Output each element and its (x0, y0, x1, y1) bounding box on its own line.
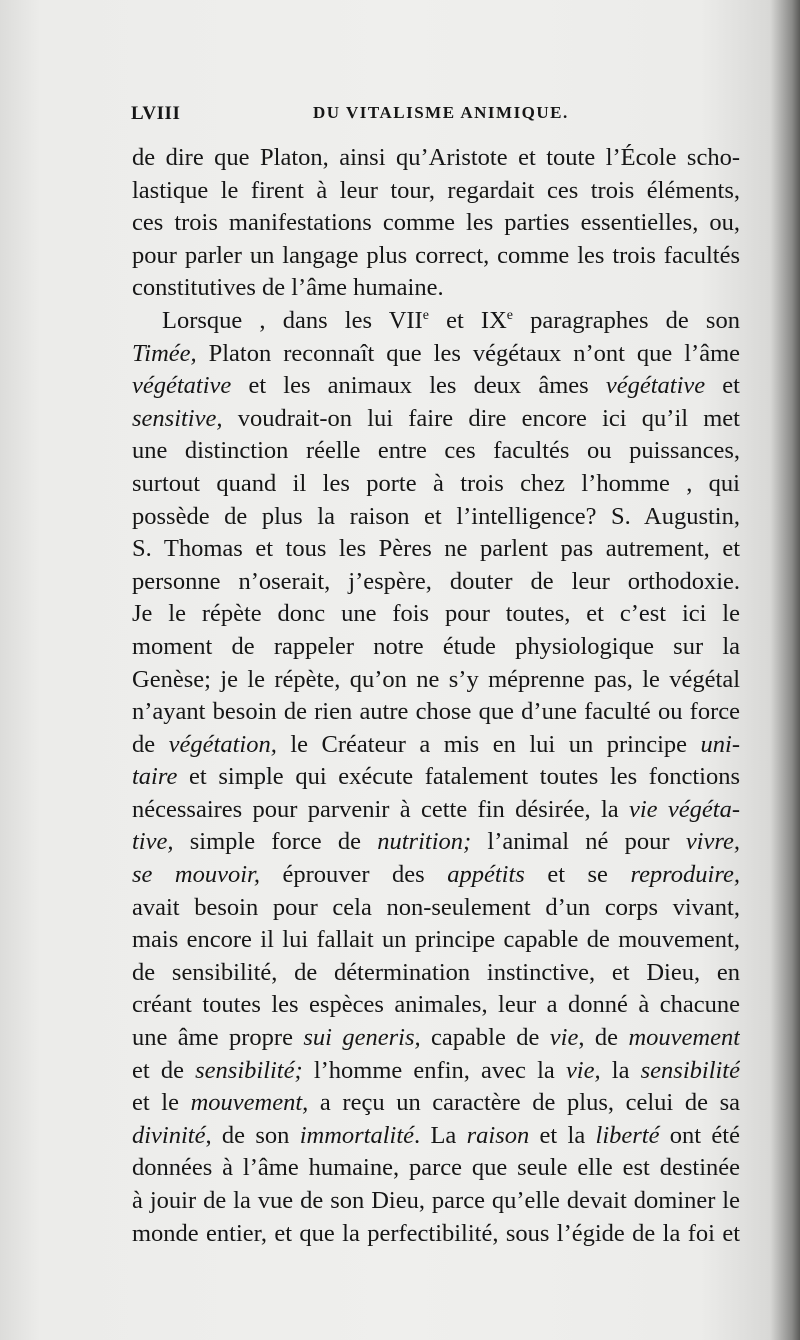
text-line (132, 957, 740, 990)
text-span: pour parler un langage plus correct, comme les trois facultés (132, 241, 740, 269)
text-span: a reçu un caractère de plus, celui de sa (308, 1089, 740, 1117)
text-line (132, 924, 740, 957)
text-line (132, 826, 740, 859)
text-line (132, 240, 740, 273)
text-span: et la (529, 1121, 596, 1149)
text-line (132, 729, 740, 762)
text-line (132, 1087, 740, 1120)
text-line (132, 533, 740, 566)
italic-text: mouvement, (190, 1089, 309, 1117)
text-span: et de (132, 1056, 196, 1084)
text-line (132, 207, 740, 240)
text-span: , de son (205, 1121, 300, 1149)
text-span: et les animaux les deux âmes (231, 372, 606, 400)
italic-text: nutrition; (377, 828, 472, 856)
text-span: ces trois manifestations comme les parties essentielles, ou, (132, 209, 740, 237)
italic-text: sensibilité (640, 1056, 740, 1084)
italic-text: divinité (132, 1121, 206, 1149)
text-span: de sensibilité, de détermination instinctive, et Dieu, en (132, 958, 740, 986)
italic-text: liberté (595, 1121, 660, 1149)
text-line (132, 794, 740, 827)
page-number: LVIII (131, 103, 181, 124)
italic-text: tive, (132, 828, 174, 856)
body-text (132, 142, 740, 1250)
text-span: Lorsque , dans les VII (162, 306, 423, 334)
text-span: paragraphes de son (513, 306, 740, 334)
text-span: surtout quand il les porte à trois chez l’homme , qui (132, 469, 740, 497)
italic-text: végétation, (168, 730, 277, 758)
text-span: , de (578, 1024, 629, 1052)
text-line (132, 989, 740, 1022)
italic-text: vie (549, 1024, 579, 1052)
text-span: et se (524, 861, 631, 889)
italic-text: sensitive, (132, 404, 223, 432)
text-span: ont été (659, 1121, 740, 1149)
text-span: l’homme enfin, avec la (302, 1056, 566, 1084)
italic-text: vie végéta- (629, 795, 740, 823)
text-line (132, 272, 740, 305)
text-line (132, 761, 740, 794)
text-line (132, 403, 740, 436)
superscript: e (506, 307, 513, 323)
running-head (131, 103, 740, 129)
text-span: et simple qui exécute fatalement toutes les fonctions (177, 763, 740, 791)
text-line (132, 598, 740, 631)
text-span: Platon reconnaît que les végétaux n’ont que l’âme (196, 339, 740, 367)
text-line (132, 1185, 740, 1218)
text-span: S. Thomas et tous les Pères ne parlent pas autrement, et (132, 535, 740, 563)
text-span: constitutives de l’âme humaine. (132, 274, 444, 302)
text-line (132, 435, 740, 468)
italic-text: raison (466, 1121, 530, 1149)
text-line (132, 664, 740, 697)
text-span: de dire que Platon, ainsi qu’Aristote et toute l’École scho- (132, 144, 740, 171)
text-line (132, 566, 740, 599)
text-span: possède de plus la raison et l’intelligence? S. Augustin, (132, 502, 740, 530)
text-line (132, 370, 740, 403)
text-span: Genèse; je le répète, qu’on ne s’y méprenne pas, le végétal (132, 665, 740, 693)
text-span: et IX (428, 306, 507, 334)
italic-text: végétative (605, 372, 706, 400)
text-line (132, 501, 740, 534)
italic-text: vie, (565, 1056, 601, 1084)
text-span: le Créateur a mis en lui un principe (276, 730, 701, 758)
italic-text: Timée, (132, 339, 197, 367)
running-title: DU VITALISME ANIMIQUE. (313, 103, 569, 122)
italic-text: taire (132, 763, 178, 791)
text-line (132, 1218, 740, 1251)
text-span: Je le répète donc une fois pour toutes, et c’est ici le (132, 600, 740, 628)
italic-text: mouvement (628, 1024, 740, 1052)
text-line (132, 142, 740, 175)
text-span: n’ayant besoin de rien autre chose que d’une faculté ou force (132, 698, 740, 726)
text-span: personne n’oserait, j’espère, douter de leur orthodoxie. (132, 567, 740, 595)
text-line (132, 696, 740, 729)
italic-text: reproduire, (630, 861, 740, 889)
italic-text: végétative (132, 372, 232, 400)
italic-text: sui generis, (303, 1024, 421, 1052)
text-span: une distinction réelle entre ces facultés ou puissances, (132, 437, 740, 465)
text-span: et le (132, 1089, 191, 1117)
text-line (132, 1152, 740, 1185)
text-span: simple force de (173, 828, 378, 856)
text-span: créant toutes les espèces animales, leur a donné à chacune (132, 991, 740, 1019)
text-span: une âme propre (132, 1024, 304, 1052)
text-line (132, 892, 740, 925)
italic-text: appétits (447, 861, 525, 889)
text-line (132, 859, 740, 892)
text-span: à jouir de la vue de son Dieu, parce qu’elle devait dominer le (132, 1187, 740, 1214)
italic-text: vivre, (685, 828, 740, 856)
text-span: avait besoin pour cela non-seulement d’un corps vivant, (132, 893, 740, 921)
text-span: données à l’âme humaine, parce que seule elle est destinée (132, 1154, 740, 1182)
text-line (132, 175, 740, 208)
text-line (132, 631, 740, 664)
text-span: nécessaires pour parvenir à cette fin désirée, la (132, 795, 629, 823)
text-line (132, 1120, 740, 1153)
italic-text: se mouvoir, (132, 861, 260, 889)
text-span: monde entier, et que la perfectibilité, sous l’égide de la foi et (132, 1219, 740, 1247)
text-span: lastique le firent à leur tour, regardait ces trois éléments, (132, 176, 740, 204)
text-span: l’animal né pour (471, 828, 686, 856)
text-line (132, 1022, 740, 1055)
text-span: moment de rappeler notre étude physiologique sur la (132, 632, 740, 660)
italic-text: immortalité (299, 1121, 415, 1149)
text-span: éprouver des (259, 861, 448, 889)
text-span: capable de (420, 1024, 550, 1052)
text-span: la (600, 1056, 641, 1084)
text-line (132, 468, 740, 501)
superscript: e (422, 307, 429, 323)
text-span: et (705, 372, 740, 400)
text-line (132, 305, 740, 338)
text-span: de (132, 730, 169, 758)
text-line (132, 1055, 740, 1088)
text-line (132, 338, 740, 371)
text-span: mais encore il lui fallait un principe capable de mouvement, (132, 926, 740, 954)
text-span: . La (414, 1121, 467, 1149)
text-span: voudrait-on lui faire dire encore ici qu’il met (222, 404, 740, 432)
italic-text: sensibilité; (195, 1056, 303, 1084)
italic-text: uni- (700, 730, 740, 758)
